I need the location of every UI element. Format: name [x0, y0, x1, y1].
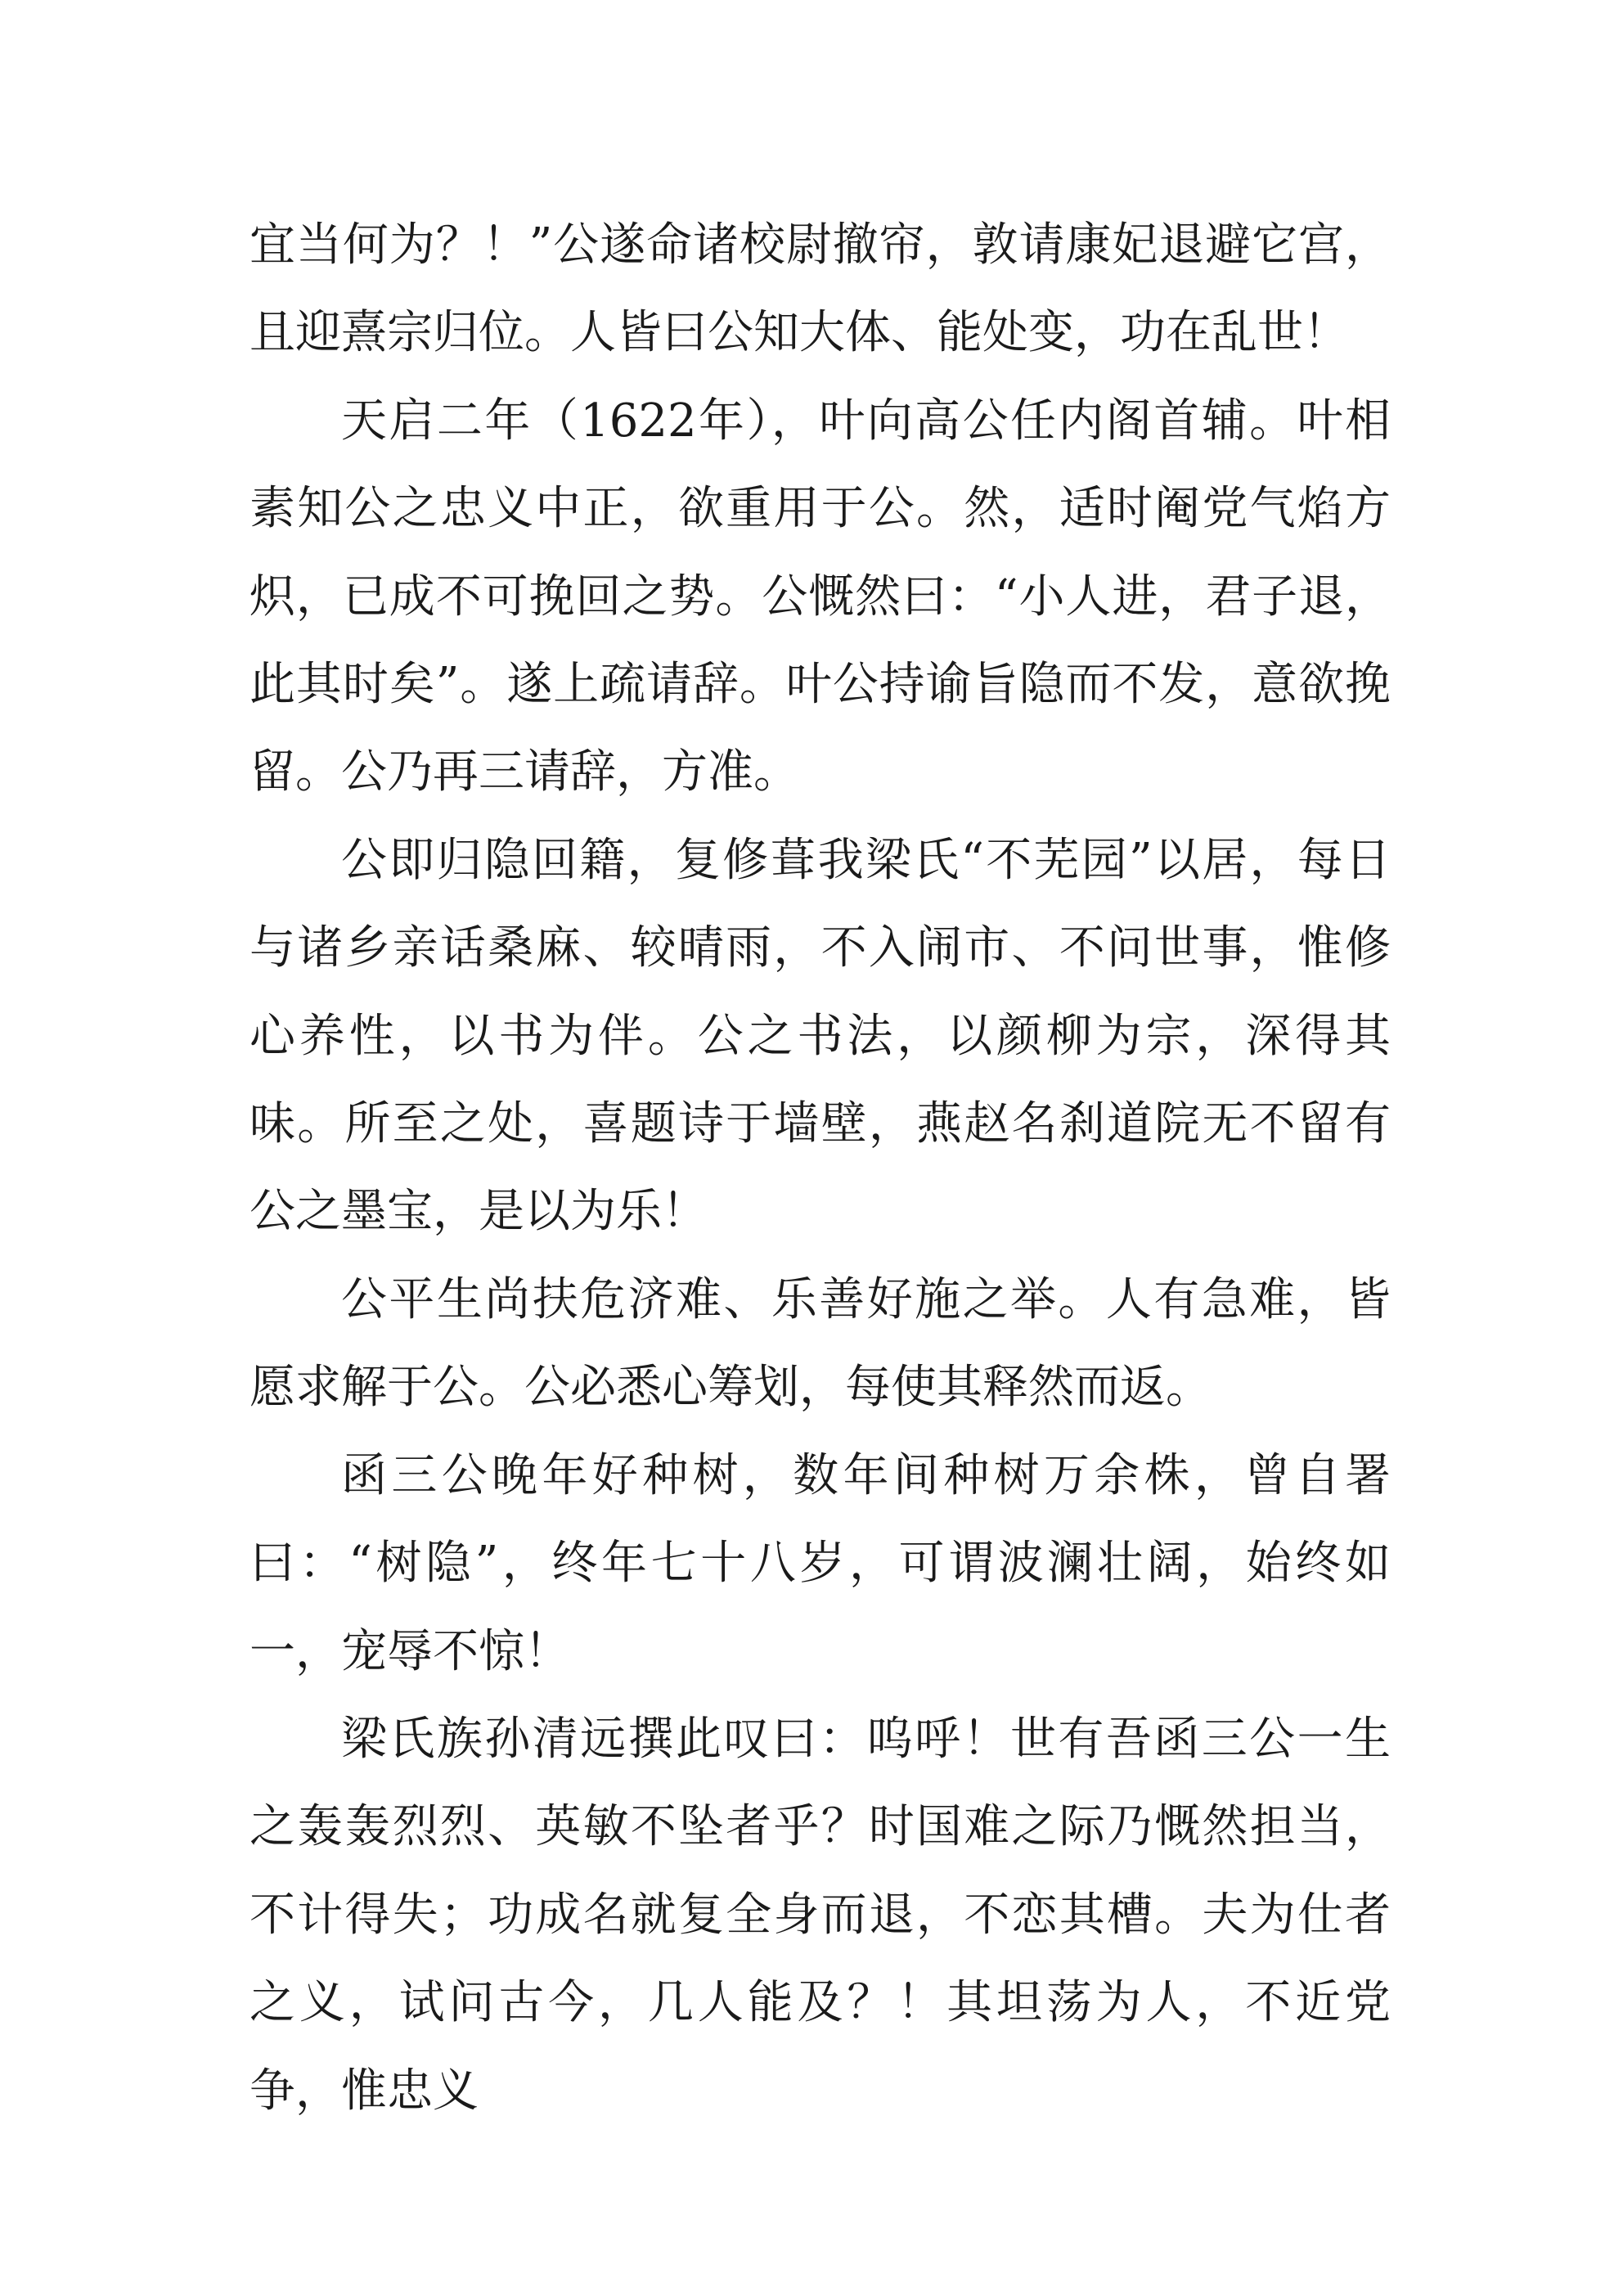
- paragraph-1: 宜当何为？！”公遂命诸校尉撤帘，敦请康妃退避它宫，且迎熹宗归位。人皆曰公知大体、能处变，功在乱世！: [250, 218, 1391, 360]
- paragraph-5: 函三公晚年好种树，数年间种树万余株，曾自署曰：“树隐”，终年七十八岁，可谓波澜壮阔，始终如一，宠辱不惊！: [250, 1448, 1391, 1678]
- document-body: [250, 201, 1391, 2135]
- paragraph-6: 梁氏族孙清远撰此叹曰：呜呼！世有吾函三公一生之轰轰烈烈、英敏不坠者乎？时国难之际乃慨然担当，不计得失；功成名就复全身而退，不恋其槽。夫为仕者之义，试问古今，几人能及？！其坦荡为人，不近党争，惟忠义: [250, 1712, 1391, 2118]
- paragraph-3: 公即归隐回籍，复修葺我梁氏“不芜园”以居，每日与诸乡亲话桑麻、较晴雨，不入闹市、不问世事，惟修心养性，以书为伴。公之书法，以颜柳为宗，深得其味。所至之处，喜题诗于墙壁，燕赵名刹道院无不留有公之墨宝，是以为乐！: [250, 833, 1391, 1239]
- paragraph-4: 公平生尚扶危济难、乐善好施之举。人有急难，皆愿求解于公。公必悉心筹划，每使其释然而返。: [250, 1272, 1391, 1415]
- paragraph-2: 天启二年（1622年），叶向高公任内阁首辅。叶相素知公之忠义中正，欲重用于公。然，适时阉党气焰方炽，已成不可挽回之势。公慨然曰：“小人进，君子退，此其时矣”。遂上疏请辞。叶公持谕旨隐而不发，意欲挽留。公乃再三请辞，方准。: [250, 394, 1391, 799]
